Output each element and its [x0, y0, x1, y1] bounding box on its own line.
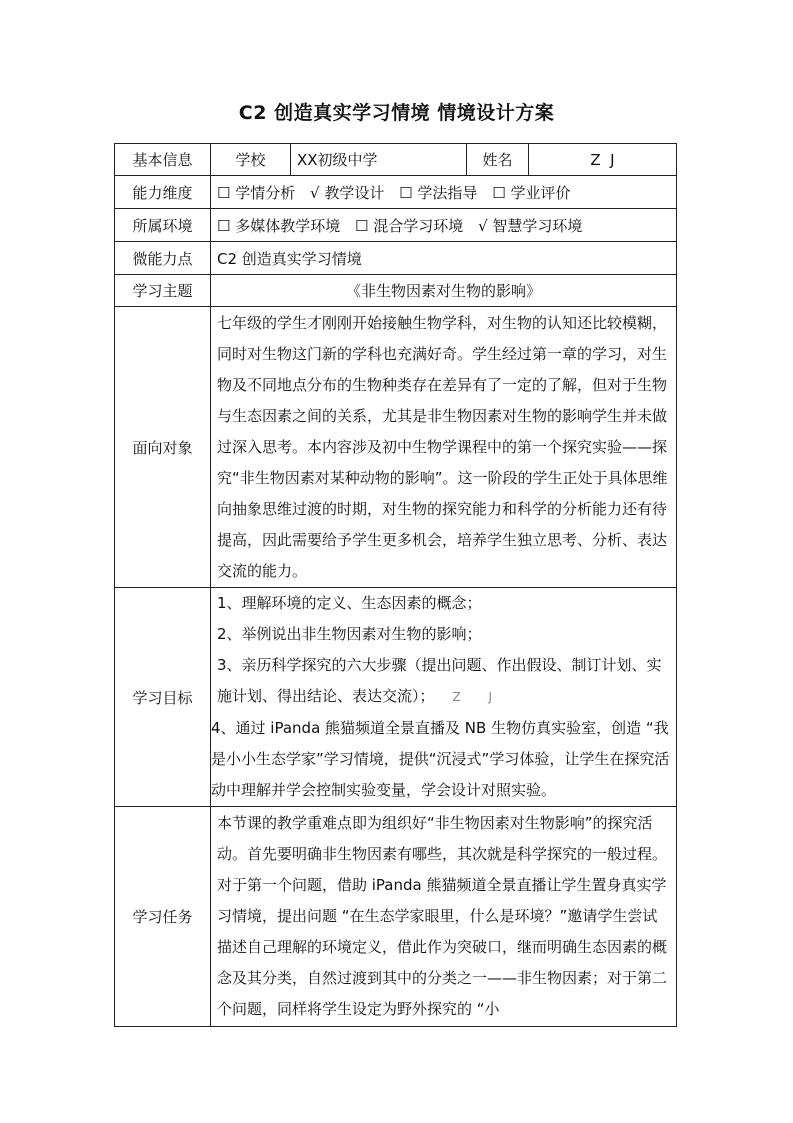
- topic-label: 学习主题: [115, 275, 211, 307]
- goals-label: 学习目标: [115, 588, 211, 807]
- school-label: 学校: [211, 144, 291, 176]
- tasks-label: 学习任务: [115, 807, 211, 1027]
- micro-label: 微能力点: [115, 242, 211, 275]
- ability-option-4[interactable]: ☐ 学业评价: [492, 183, 571, 202]
- checkbox-icon: ☐: [217, 183, 231, 202]
- row-environment: [115, 209, 677, 242]
- audience-text: 七年级的学生才刚刚开始接触生物学科，对生物的认知还比较模糊，同时对生物这门新的学科也充满好奇。学生经过第一章的学习，对生物及不同地点分布的生物种类存在差异有了一定的了解，但对于生物与生态因素之间的关系，尤其是非生物因素对生物的影响学生并未做过深入思考。本内容涉及初中生物学课程中的第一个探究实验——探究“非生物因素对某种动物的影响”。这一阶段的学生正处于具体思维向抽象思维过渡的时期，对生物的探究能力和科学的分析能力还有待提高，因此需要给予学生更多机会，培养学生独立思考、分析、表达交流的能力。: [211, 307, 677, 588]
- goal-item: 2、举例说出非生物因素对生物的影响；: [217, 625, 482, 643]
- audience-label: 面向对象: [115, 307, 211, 588]
- environment-options: [211, 209, 677, 242]
- design-table: [114, 143, 677, 1027]
- school-value: XX初级中学: [291, 144, 467, 176]
- name-value: Z J: [529, 144, 677, 176]
- checkbox-icon: ☐: [217, 216, 231, 235]
- row-topic: [115, 275, 677, 307]
- environment-label: 所属环境: [115, 209, 211, 242]
- checkbox-icon: ☐: [492, 183, 506, 202]
- annotation-mark: Z J: [452, 690, 505, 704]
- checkmark-icon: √: [478, 216, 488, 235]
- tasks-text: 本节课的教学重难点即为组织好“非生物因素对生物影响”的探究活动。首先要明确非生物因素有哪些，其次就是科学探究的一般过程。对于第一个问题，借助 iPanda 熊猫频道全景直播让学生置身真实学习情境，提出问题 “在生态学家眼里，什么是环境？”邀请学生尝试描述自己理解的环境定义，借此作为突破口，继而明确生态因素的概念及其分类，自然过渡到其中的分类之一——非生物因素；对于第二个问题，同样将学生设定为野外探究的 “小: [211, 807, 677, 1027]
- environment-option-2[interactable]: ☐ 混合学习环境: [355, 216, 464, 235]
- row-tasks: [115, 807, 677, 1027]
- goals-list: [211, 588, 677, 807]
- goal-item: 1、理解环境的定义、生态因素的概念；: [217, 594, 482, 612]
- goal-item: 4、通过 iPanda 熊猫频道全景直播及 NB 生物仿真实验室，创造 “我是小小生态学家”学习情境，提供“沉浸式”学习体验，让学生在探究活动中理解并学会控制实验变量，学会设计对照实验。: [211, 719, 670, 799]
- row-micro-ability: [115, 242, 677, 275]
- checkbox-icon: ☐: [399, 183, 413, 202]
- name-label: 姓名: [467, 144, 529, 176]
- checkbox-icon: ☐: [355, 216, 369, 235]
- topic-value: 《非生物因素对生物的影响》: [211, 275, 677, 307]
- ability-options: [211, 176, 677, 209]
- page-title: C2 创造真实学习情境 情境设计方案: [238, 102, 555, 124]
- goal-item: 3、亲历科学探究的六大步骤（提出问题、作出假设、制订计划、实施计划、得出结论、表达交流）； Z J: [217, 656, 662, 705]
- checkmark-icon: √: [310, 183, 320, 202]
- environment-option-3[interactable]: √ 智慧学习环境: [478, 216, 583, 235]
- micro-value: C2 创造真实学习情境: [211, 242, 677, 275]
- ability-label: 能力维度: [115, 176, 211, 209]
- row-ability: [115, 176, 677, 209]
- row-audience: [115, 307, 677, 588]
- ability-option-1[interactable]: ☐ 学情分析: [217, 183, 296, 202]
- environment-option-1[interactable]: ☐ 多媒体教学环境: [217, 216, 341, 235]
- ability-option-3[interactable]: ☐ 学法指导: [399, 183, 478, 202]
- ability-option-2[interactable]: √ 教学设计: [310, 183, 385, 202]
- row-basic-info: [115, 144, 677, 176]
- basic-info-label: 基本信息: [115, 144, 211, 176]
- row-goals: [115, 588, 677, 807]
